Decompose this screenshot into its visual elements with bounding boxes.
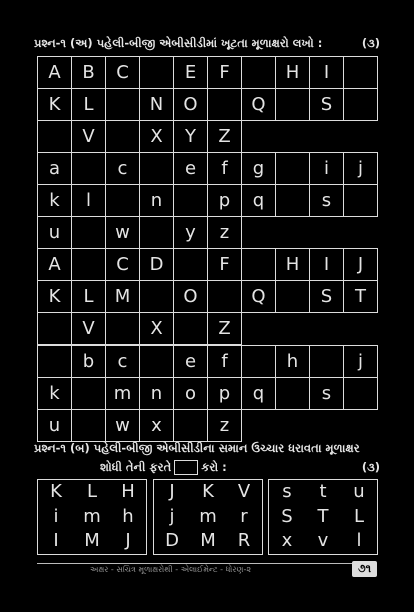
letter-cell bbox=[72, 153, 106, 185]
alphabet-grid-1 bbox=[37, 56, 378, 153]
letter-cell: p bbox=[208, 378, 242, 410]
letter-cell bbox=[72, 410, 106, 442]
question-1a-text: પ્રશ્ન-૧ (અ) પહેલી-બીજી એબીસીડીમાં ખૂટતા મૂળાક્ષરો લખો : bbox=[34, 36, 323, 50]
letter-cell bbox=[106, 313, 140, 345]
letter-cell bbox=[140, 281, 174, 313]
box-letter: m bbox=[83, 505, 101, 527]
alphabet-grid-2 bbox=[37, 152, 378, 249]
grid-row bbox=[38, 410, 378, 442]
box-letter: h bbox=[122, 505, 134, 527]
box-letter: l bbox=[356, 530, 362, 552]
letter-box-1 bbox=[37, 479, 147, 555]
letter-cell: h bbox=[276, 346, 310, 378]
letter-cell: F bbox=[208, 249, 242, 281]
letter-cell: j bbox=[344, 346, 378, 378]
letter-cell: I bbox=[310, 57, 344, 89]
letter-cell bbox=[242, 57, 276, 89]
letter-cell: K bbox=[38, 89, 72, 121]
letter-cell: L bbox=[72, 281, 106, 313]
grid-row bbox=[38, 153, 378, 185]
box-letter: x bbox=[281, 530, 293, 552]
letter-cell: p bbox=[208, 185, 242, 217]
letter-cell bbox=[208, 281, 242, 313]
footer-text: અક્ષર - સચિત્ર મૂળાક્ષરોથી - એલાઈમેન્ટ - ધોરણ-૨ bbox=[90, 565, 252, 574]
grid-filler bbox=[242, 217, 276, 249]
letter-cell bbox=[140, 153, 174, 185]
letter-cell: c bbox=[106, 346, 140, 378]
letter-cell: f bbox=[208, 153, 242, 185]
box-letter: J bbox=[125, 530, 131, 552]
letter-cell: E bbox=[174, 57, 208, 89]
letter-cell: T bbox=[344, 281, 378, 313]
box-letter: H bbox=[121, 481, 135, 502]
letter-cell: V bbox=[72, 313, 106, 345]
box-letter: i bbox=[53, 505, 59, 527]
letter-cell bbox=[344, 185, 378, 217]
letter-cell: V bbox=[72, 121, 106, 153]
letter-cell bbox=[106, 121, 140, 153]
letter-cell: Z bbox=[208, 313, 242, 345]
letter-cell: z bbox=[208, 410, 242, 442]
letter-cell: Q bbox=[242, 281, 276, 313]
box-letter: K bbox=[202, 481, 214, 502]
grid-row bbox=[38, 281, 378, 313]
letter-cell: A bbox=[38, 249, 72, 281]
letter-cell: x bbox=[140, 410, 174, 442]
letter-cell: c bbox=[106, 153, 140, 185]
letter-box-2 bbox=[153, 479, 263, 555]
letter-cell: b bbox=[72, 346, 106, 378]
box-letter: I bbox=[53, 530, 59, 552]
letter-cell: n bbox=[140, 378, 174, 410]
letter-cell: l bbox=[72, 185, 106, 217]
letter-cell bbox=[106, 89, 140, 121]
letter-cell: J bbox=[344, 249, 378, 281]
letter-cell: X bbox=[140, 313, 174, 345]
circle-box-icon bbox=[174, 460, 198, 475]
grid-filler bbox=[276, 313, 310, 345]
grid-filler bbox=[276, 121, 310, 153]
grid-filler bbox=[344, 121, 378, 153]
letter-cell bbox=[310, 346, 344, 378]
letter-cell: s bbox=[310, 378, 344, 410]
letter-cell bbox=[208, 89, 242, 121]
letter-cell bbox=[38, 346, 72, 378]
letter-cell bbox=[276, 89, 310, 121]
letter-box-3 bbox=[268, 479, 378, 555]
question-1b-marks: (૩) bbox=[361, 460, 380, 474]
letter-cell: q bbox=[242, 378, 276, 410]
letter-cell bbox=[276, 153, 310, 185]
letter-cell: m bbox=[106, 378, 140, 410]
grid-filler bbox=[310, 313, 344, 345]
letter-cell: S bbox=[310, 281, 344, 313]
box-letter: t bbox=[319, 481, 327, 502]
letter-cell: a bbox=[38, 153, 72, 185]
grid-row bbox=[38, 121, 378, 153]
box-letter: T bbox=[317, 505, 329, 527]
letter-cell bbox=[38, 121, 72, 153]
letter-cell: H bbox=[276, 57, 310, 89]
letter-cell bbox=[344, 57, 378, 89]
letter-cell bbox=[174, 313, 208, 345]
grid-row bbox=[38, 313, 378, 345]
letter-cell: Z bbox=[208, 121, 242, 153]
letter-cell bbox=[242, 346, 276, 378]
letter-cell: f bbox=[208, 346, 242, 378]
question-1a bbox=[34, 36, 380, 51]
box-letter: V bbox=[237, 481, 251, 502]
letter-cell bbox=[72, 217, 106, 249]
box-letter: M bbox=[84, 530, 100, 552]
letter-cell: e bbox=[174, 153, 208, 185]
letter-cell: A bbox=[38, 57, 72, 89]
letter-cell: e bbox=[174, 346, 208, 378]
question-1b-line2 bbox=[100, 460, 380, 475]
question-1a-marks: (૩) bbox=[361, 36, 380, 50]
letter-cell: o bbox=[174, 378, 208, 410]
grid-filler bbox=[344, 410, 378, 442]
letter-cell: g bbox=[242, 153, 276, 185]
letter-cell: L bbox=[72, 89, 106, 121]
letter-cell: C bbox=[106, 57, 140, 89]
box-letter: r bbox=[240, 505, 248, 527]
letter-cell: H bbox=[276, 249, 310, 281]
grid-filler bbox=[310, 217, 344, 249]
question-1b-line2-post: કરો : bbox=[201, 460, 227, 474]
letter-cell: M bbox=[106, 281, 140, 313]
box-letter: L bbox=[353, 505, 365, 527]
grid-row bbox=[38, 346, 378, 378]
letter-cell bbox=[174, 249, 208, 281]
letter-cell: j bbox=[344, 153, 378, 185]
grid-row bbox=[38, 89, 378, 121]
box-letter: j bbox=[169, 505, 175, 527]
box-letter: v bbox=[317, 530, 329, 552]
letter-cell bbox=[344, 378, 378, 410]
box-letter: K bbox=[50, 481, 62, 502]
grid-filler bbox=[344, 313, 378, 345]
letter-cell bbox=[140, 346, 174, 378]
box-letter: s bbox=[282, 481, 292, 502]
alphabet-grid-3 bbox=[37, 248, 378, 345]
matching-boxes bbox=[37, 479, 377, 555]
page-number: ૭૧ bbox=[352, 561, 377, 577]
letter-cell bbox=[106, 185, 140, 217]
letter-cell: K bbox=[38, 281, 72, 313]
box-letter: u bbox=[353, 481, 365, 502]
grid-row bbox=[38, 378, 378, 410]
grid-filler bbox=[276, 410, 310, 442]
question-1b bbox=[34, 441, 380, 456]
letter-cell bbox=[140, 57, 174, 89]
letter-cell: D bbox=[140, 249, 174, 281]
letter-cell bbox=[72, 378, 106, 410]
grid-filler bbox=[310, 410, 344, 442]
letter-cell: s bbox=[310, 185, 344, 217]
grid-filler bbox=[310, 121, 344, 153]
letter-cell: y bbox=[174, 217, 208, 249]
letter-cell: w bbox=[106, 217, 140, 249]
alphabet-grid-4 bbox=[37, 345, 378, 442]
box-letter: m bbox=[199, 505, 217, 527]
question-1b-line2-pre: શોધી તેની ફરતે bbox=[100, 460, 172, 474]
letter-cell: w bbox=[106, 410, 140, 442]
letter-cell: I bbox=[310, 249, 344, 281]
letter-cell: Y bbox=[174, 121, 208, 153]
letter-cell: k bbox=[38, 378, 72, 410]
letter-cell: B bbox=[72, 57, 106, 89]
box-letter: L bbox=[86, 481, 98, 502]
grid-row bbox=[38, 217, 378, 249]
grid-row bbox=[38, 185, 378, 217]
letter-cell: F bbox=[208, 57, 242, 89]
letter-cell: u bbox=[38, 410, 72, 442]
footer-divider bbox=[37, 563, 377, 564]
grid-filler bbox=[344, 217, 378, 249]
letter-cell: n bbox=[140, 185, 174, 217]
letter-cell bbox=[344, 89, 378, 121]
box-letter: J bbox=[169, 481, 175, 502]
letter-cell bbox=[174, 185, 208, 217]
letter-cell: z bbox=[208, 217, 242, 249]
letter-cell: X bbox=[140, 121, 174, 153]
letter-cell: N bbox=[140, 89, 174, 121]
letter-cell: q bbox=[242, 185, 276, 217]
letter-cell bbox=[140, 217, 174, 249]
box-letter: R bbox=[237, 530, 251, 552]
letter-cell bbox=[72, 249, 106, 281]
grid-filler bbox=[242, 313, 276, 345]
box-letter: D bbox=[165, 530, 179, 552]
letter-cell: i bbox=[310, 153, 344, 185]
question-1b-line1: પ્રશ્ન-૧ (બ) પહેલી-બીજી એબીસીડીના સમાન ઉચ્ચાર ધરાવતા મૂળાક્ષર bbox=[34, 441, 360, 455]
letter-cell bbox=[276, 185, 310, 217]
letter-cell bbox=[276, 281, 310, 313]
letter-cell bbox=[276, 378, 310, 410]
box-letter: M bbox=[200, 530, 216, 552]
letter-cell: u bbox=[38, 217, 72, 249]
letter-cell bbox=[242, 249, 276, 281]
grid-filler bbox=[242, 410, 276, 442]
letter-cell: O bbox=[174, 89, 208, 121]
grid-filler bbox=[242, 121, 276, 153]
box-letter: S bbox=[281, 505, 293, 527]
grid-row bbox=[38, 57, 378, 89]
letter-cell: Q bbox=[242, 89, 276, 121]
letter-cell: k bbox=[38, 185, 72, 217]
letter-cell bbox=[38, 313, 72, 345]
letter-cell: S bbox=[310, 89, 344, 121]
grid-row bbox=[38, 249, 378, 281]
letter-cell: C bbox=[106, 249, 140, 281]
grid-filler bbox=[276, 217, 310, 249]
letter-cell: O bbox=[174, 281, 208, 313]
letter-cell bbox=[174, 410, 208, 442]
